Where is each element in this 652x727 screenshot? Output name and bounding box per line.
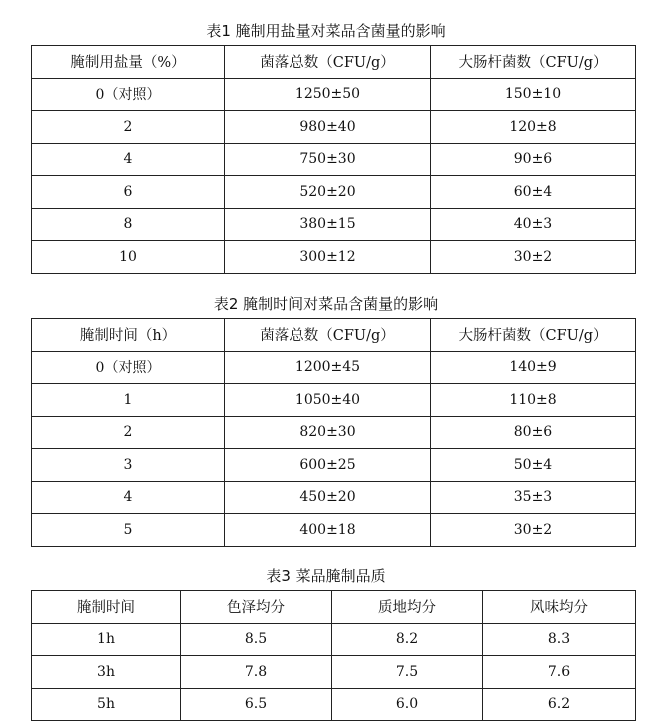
table1: [31, 45, 636, 274]
table-cell: 300±12: [225, 241, 431, 274]
table-row: [32, 241, 636, 274]
table-row: [32, 656, 636, 689]
table-cell: 7.5: [332, 656, 483, 689]
table1-header-ecoli: 大肠杆菌数（CFU/g）: [431, 46, 636, 79]
table-cell: 4: [32, 143, 225, 176]
table-cell: 80±6: [431, 416, 636, 449]
table-cell: 3: [32, 449, 225, 482]
table-cell: 4: [32, 481, 225, 514]
table3-header-time: 腌制时间: [32, 591, 181, 624]
table-cell: 35±3: [431, 481, 636, 514]
table-row: [32, 384, 636, 417]
table-cell: 2: [32, 416, 225, 449]
table-cell: 8.3: [483, 623, 636, 656]
table-row: [32, 688, 636, 721]
table-cell: 400±18: [225, 514, 431, 547]
table-cell: 5h: [32, 688, 181, 721]
table-row: [32, 514, 636, 547]
table-row: [32, 111, 636, 144]
table2-header-time: 腌制时间（h）: [32, 319, 225, 352]
table-row: [32, 416, 636, 449]
table1-header-total-colonies: 菌落总数（CFU/g）: [225, 46, 431, 79]
table-cell: 6: [32, 176, 225, 209]
table-row: [32, 449, 636, 482]
table-cell: 30±2: [431, 241, 636, 274]
table2-header-row: [32, 319, 636, 352]
table-row: [32, 78, 636, 111]
table-cell: 1: [32, 384, 225, 417]
table-cell: 1200±45: [225, 351, 431, 384]
table-cell: 10: [32, 241, 225, 274]
table-cell: 7.6: [483, 656, 636, 689]
table-cell: 750±30: [225, 143, 431, 176]
table-cell: 6.5: [181, 688, 332, 721]
table2-header-ecoli: 大肠杆菌数（CFU/g）: [431, 319, 636, 352]
table3: [31, 590, 636, 721]
table-cell: 1050±40: [225, 384, 431, 417]
table-cell: 5: [32, 514, 225, 547]
table-cell: 6.2: [483, 688, 636, 721]
table-row: [32, 143, 636, 176]
table-cell: 90±6: [431, 143, 636, 176]
table-row: [32, 208, 636, 241]
table-cell: 820±30: [225, 416, 431, 449]
table-cell: 7.8: [181, 656, 332, 689]
table2: [31, 318, 636, 547]
table1-header-row: [32, 46, 636, 79]
table3-header-color-score: 色泽均分: [181, 591, 332, 624]
table2-title: 表2 腌制时间对菜品含菌量的影响: [213, 295, 439, 313]
table-cell: 0（对照）: [32, 351, 225, 384]
table3-header-texture-score: 质地均分: [332, 591, 483, 624]
table-row: [32, 481, 636, 514]
table-cell: 450±20: [225, 481, 431, 514]
table-cell: 40±3: [431, 208, 636, 241]
table-cell: 2: [32, 111, 225, 144]
table1-title: 表1 腌制用盐量对菜品含菌量的影响: [206, 22, 446, 40]
table-cell: 1h: [32, 623, 181, 656]
table-row: [32, 351, 636, 384]
table3-header-row: [32, 591, 636, 624]
table-cell: 3h: [32, 656, 181, 689]
table-cell: 8.2: [332, 623, 483, 656]
table-cell: 8: [32, 208, 225, 241]
table2-header-total-colonies: 菌落总数（CFU/g）: [225, 319, 431, 352]
table-cell: 520±20: [225, 176, 431, 209]
table-cell: 380±15: [225, 208, 431, 241]
table-cell: 50±4: [431, 449, 636, 482]
table-cell: 1250±50: [225, 78, 431, 111]
table-cell: 120±8: [431, 111, 636, 144]
table-cell: 0（对照）: [32, 78, 225, 111]
table-row: [32, 176, 636, 209]
table-cell: 60±4: [431, 176, 636, 209]
table-cell: 8.5: [181, 623, 332, 656]
table-cell: 30±2: [431, 514, 636, 547]
table-cell: 600±25: [225, 449, 431, 482]
table1-header-salt: 腌制用盐量（%）: [32, 46, 225, 79]
table-cell: 980±40: [225, 111, 431, 144]
table-cell: 110±8: [431, 384, 636, 417]
table-cell: 150±10: [431, 78, 636, 111]
table-cell: 6.0: [332, 688, 483, 721]
table3-title: 表3 菜品腌制品质: [266, 567, 386, 585]
table-row: [32, 623, 636, 656]
table-cell: 140±9: [431, 351, 636, 384]
table3-header-flavor-score: 风味均分: [483, 591, 636, 624]
